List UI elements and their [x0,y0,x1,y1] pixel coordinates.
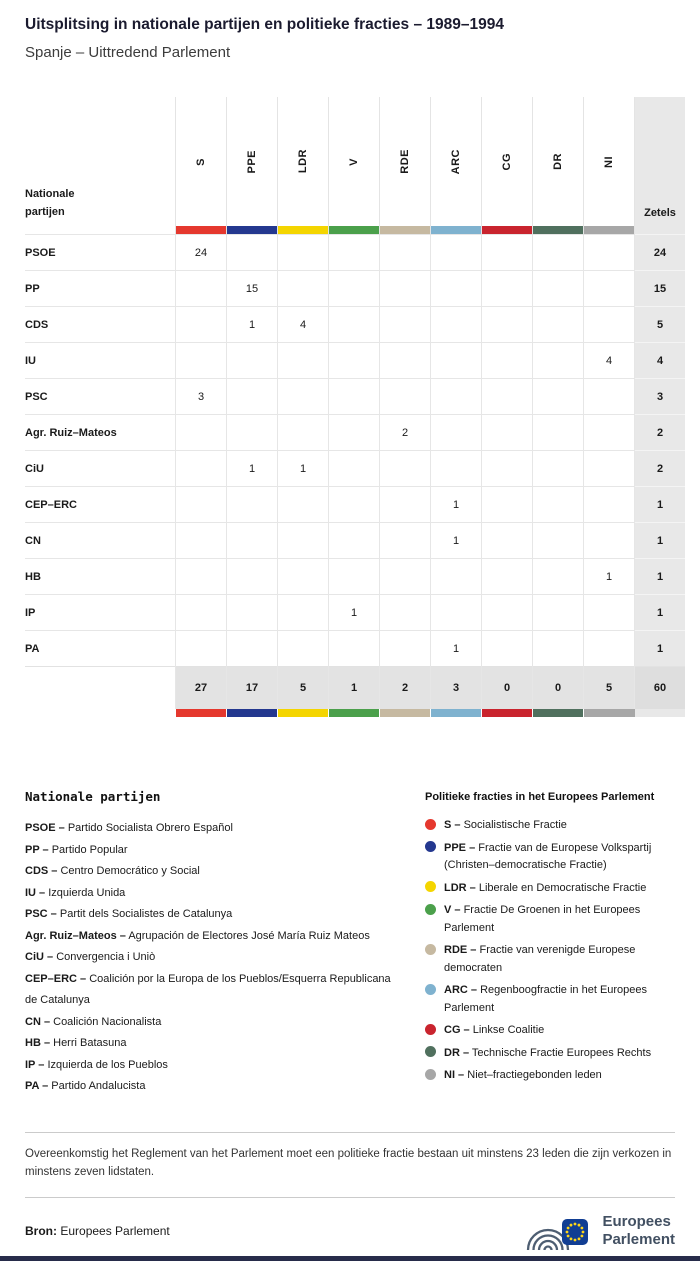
group-legend-name: Fractie van verenigde Europese democraten [444,944,636,974]
bottom-bar-row [25,709,685,717]
seat-cell: 1 [227,451,278,487]
seat-cell [176,271,227,307]
seat-cell: 1 [278,451,329,487]
seat-cell [380,487,431,523]
seat-cell [227,559,278,595]
footer [25,1208,675,1254]
group-color-bar [533,226,583,234]
page-title: Uitsplitsing in nationale partijen en politieke fracties – 1989–1994 [25,16,504,33]
party-legend-item [25,840,395,862]
group-legend-code: V – [444,904,461,916]
seat-cell: 1 [227,307,278,343]
seat-cell [227,235,278,271]
corner-label: Nationale partijen [25,187,75,218]
group-color-bar [380,709,431,717]
group-color-bar [431,226,481,234]
seat-cell: 1 [431,523,482,559]
page-subtitle: Spanje – Uittredend Parlement [25,44,231,61]
group-total-cell: 2 [380,667,431,710]
column-header-DR [533,97,584,235]
table-row [25,451,685,487]
seat-cell [329,451,380,487]
seat-cell [431,343,482,379]
group-code-label: ARC [450,148,462,175]
column-header-ARC [431,97,482,235]
totals-row [25,667,685,710]
column-header-LDR [278,97,329,235]
seat-cell [227,631,278,667]
party-seats-cell: 2 [635,451,686,487]
group-color-dot [425,944,436,955]
seat-cell [278,595,329,631]
party-name: CiU [25,451,176,487]
group-color-bar [278,226,328,234]
source-value: Europees Parlement [60,1224,170,1239]
party-legend-code: CDS – [25,865,58,877]
legend-parties-section [25,789,395,1098]
group-legend-name: Niet–fractiegebonden leden [467,1069,602,1081]
party-legend-item [25,861,395,883]
seat-cell [533,487,584,523]
party-name: PSOE [25,235,176,271]
seat-cell [278,631,329,667]
seat-cell [431,595,482,631]
table-row [25,379,685,415]
seat-cell [533,415,584,451]
group-color-dot [425,881,436,892]
seat-cell [380,451,431,487]
seat-cell [482,379,533,415]
party-legend-name: Coalición por la Europa de los Pueblos/Esquerra Republicana de Catalunya [25,972,391,1006]
source-label: Bron: [25,1224,57,1239]
group-total-cell: 0 [482,667,533,710]
seat-cell [533,379,584,415]
seat-cell [329,235,380,271]
party-seats-cell: 1 [635,631,686,667]
group-legend-code: CG – [444,1024,470,1036]
party-name: CDS [25,307,176,343]
party-seats-cell: 1 [635,595,686,631]
party-legend-item [25,969,395,1012]
seat-cell [329,523,380,559]
seat-cell [278,523,329,559]
seat-cell [533,271,584,307]
column-header-PPE [227,97,278,235]
ep-logo [525,1208,675,1254]
source [25,1224,170,1238]
party-legend-item [25,883,395,905]
table-row [25,595,685,631]
seats-label: Zetels [644,207,676,219]
seat-cell [533,559,584,595]
seat-cell [482,595,533,631]
party-legend-code: HB – [25,1037,51,1049]
group-total-cell: 1 [329,667,380,710]
group-total-cell: 27 [176,667,227,710]
column-header-CG [482,97,533,235]
group-code-label: NI [603,155,615,168]
party-legend-name: Centro Democrático y Social [60,865,200,877]
seat-cell [329,559,380,595]
seat-cell [431,235,482,271]
group-total-cell: 5 [584,667,635,710]
party-legend-code: CiU – [25,951,54,963]
group-legend-name: Liberale en Democratische Fractie [478,881,647,894]
seat-cell [380,559,431,595]
footnote: Overeenkomstig het Reglement van het Parlement moet een politieke fractie bestaan uit minstens 23 leden die zijn verkozen in minstens zeven lidstaten. [25,1147,672,1179]
seat-cell [329,379,380,415]
group-legend-name: Technische Fractie Europees Rechts [471,1046,652,1059]
group-legend-code: RDE – [444,944,477,956]
column-header-V [329,97,380,235]
seat-cell [584,487,635,523]
party-legend-item [25,1012,395,1034]
totals-empty-cell [25,667,176,710]
seat-cell [227,343,278,379]
group-code-label: LDR [297,149,309,174]
group-color-dot [425,1046,436,1057]
seat-cell [278,379,329,415]
group-legend-code: PPE – [444,841,476,854]
empty-cell [635,709,686,717]
seat-cell [329,307,380,343]
seat-cell [533,523,584,559]
seat-cell [380,343,431,379]
seat-cell [227,523,278,559]
party-name: HB [25,559,176,595]
group-color-bar [482,709,533,717]
seat-cell [176,631,227,667]
seats-table [25,97,685,717]
party-legend-item [25,1033,395,1055]
seat-cell [431,379,482,415]
seat-cell [329,415,380,451]
seat-cell [533,631,584,667]
group-legend-name: Fractie De Groenen in het Europees Parlement [444,904,641,934]
corner-header [25,97,176,235]
seat-cell [278,559,329,595]
seat-cell [380,631,431,667]
seat-cell: 3 [176,379,227,415]
seat-cell [482,523,533,559]
group-color-bar [431,709,482,717]
party-legend-code: Agr. Ruiz–Mateos – [25,929,126,942]
seat-cell [533,451,584,487]
legend-section [25,789,675,1098]
group-legend-item [425,817,675,835]
seat-cell [584,415,635,451]
seat-cell [176,487,227,523]
seat-cell [329,487,380,523]
seat-cell [431,415,482,451]
party-seats-cell: 1 [635,523,686,559]
seat-cell [176,415,227,451]
divider [25,1132,675,1133]
table-row [25,343,685,379]
party-legend-name: Agrupación de Electores José María Ruiz Mateos [128,929,370,942]
seat-cell [482,235,533,271]
group-legend-name: Socialistische Fractie [463,819,567,831]
group-code-label: CG [501,152,513,171]
party-legend-item [25,947,395,969]
ep-logo-line1: Europees [602,1212,671,1230]
group-color-bar [176,226,226,234]
seat-cell: 15 [227,271,278,307]
party-legend-name: Partido Andalucista [51,1080,146,1092]
party-legend-name: Partido Socialista Obrero Español [67,822,233,834]
group-color-bar [533,709,584,717]
group-legend-code: NI – [444,1069,465,1081]
seat-cell [584,523,635,559]
seat-cell: 24 [176,235,227,271]
group-color-bar [584,226,634,234]
party-legend-code: IU – [25,886,46,899]
party-seats-cell: 3 [635,379,686,415]
empty-cell [25,709,176,717]
seat-cell [380,271,431,307]
group-color-bar [482,226,532,234]
group-total-cell: 0 [533,667,584,710]
seat-cell [431,271,482,307]
table-row [25,271,685,307]
party-legend-code: PSC – [25,908,57,920]
table-row [25,559,685,595]
seat-cell [482,271,533,307]
seat-cell [482,487,533,523]
party-name: IP [25,595,176,631]
seat-cell [482,343,533,379]
group-legend-item [425,982,675,1017]
seats-column-header [635,97,686,235]
seat-cell [482,415,533,451]
party-name: CEP–ERC [25,487,176,523]
group-color-bar [584,709,635,717]
group-legend-code: DR – [444,1046,470,1059]
seat-cell [533,343,584,379]
groups-legend-list [425,817,675,1085]
party-legend-item [25,1055,395,1077]
seat-cell [380,235,431,271]
seat-cell [584,235,635,271]
party-name: CN [25,523,176,559]
column-header-NI [584,97,635,235]
group-color-dot [425,1024,436,1035]
party-legend-code: PSOE – [25,822,65,834]
group-color-bar [227,709,278,717]
party-legend-code: PP – [25,843,49,856]
party-seats-cell: 5 [635,307,686,343]
seat-cell [176,595,227,631]
seat-cell [380,595,431,631]
legend-groups-title: Politieke fracties in het Europees Parlement [425,791,655,803]
party-legend-code: CEP–ERC – [25,972,87,985]
seat-cell [176,307,227,343]
seat-cell [584,379,635,415]
group-color-dot [425,819,436,830]
group-legend-item [425,840,675,875]
table-row [25,631,685,667]
party-legend-name: Izquierda de los Pueblos [47,1058,168,1071]
seat-cell [227,379,278,415]
party-legend-name: Izquierda Unida [48,886,126,899]
group-color-bar [227,226,277,234]
seat-cell [176,451,227,487]
group-code-label: S [195,157,207,166]
seat-cell [329,271,380,307]
seat-cell [380,307,431,343]
group-legend-item [425,902,675,937]
group-total-cell: 5 [278,667,329,710]
party-seats-cell: 15 [635,271,686,307]
seat-cell [584,271,635,307]
seat-cell [278,343,329,379]
seat-cell [278,271,329,307]
group-color-bar [329,226,379,234]
seat-cell [584,595,635,631]
party-seats-cell: 24 [635,235,686,271]
total-seats-cell: 60 [635,667,686,710]
seat-cell [176,523,227,559]
group-code-label: DR [552,153,564,170]
seat-cell [380,379,431,415]
seat-cell [533,595,584,631]
seat-cell [584,631,635,667]
seat-cell [329,343,380,379]
seat-cell [278,487,329,523]
seat-cell [584,451,635,487]
group-legend-code: S – [444,819,461,831]
seat-cell [533,235,584,271]
ep-logo-wordmark [602,1213,675,1251]
seat-cell [227,595,278,631]
seat-cell: 1 [329,595,380,631]
party-seats-cell: 4 [635,343,686,379]
seat-cell [227,415,278,451]
party-legend-name: Herri Batasuna [53,1037,127,1049]
group-color-bar [176,709,227,717]
table-row [25,523,685,559]
group-color-dot [425,904,436,915]
party-legend-item [25,818,395,840]
group-color-bar [380,226,430,234]
group-code-label: PPE [246,149,258,174]
party-legend-code: IP – [25,1058,45,1071]
group-legend-code: LDR – [444,881,476,894]
party-legend-name: Convergencia i Uniò [56,951,156,963]
table-row [25,235,685,271]
seat-cell: 4 [278,307,329,343]
party-legend-code: PA – [25,1080,49,1092]
party-legend-name: Partido Popular [51,843,128,856]
table-row [25,415,685,451]
seat-cell: 2 [380,415,431,451]
group-color-bar [329,709,380,717]
party-seats-cell: 2 [635,415,686,451]
seat-cell [278,415,329,451]
table-row [25,487,685,523]
ep-logo-line2: Parlement [602,1231,675,1249]
party-seats-cell: 1 [635,559,686,595]
group-legend-name: Fractie van de Europese Volkspartij (Christen–democratische Fractie) [444,841,652,871]
party-legend-item [25,1076,395,1098]
seat-cell: 1 [584,559,635,595]
seat-cell [431,307,482,343]
seat-cell [533,307,584,343]
party-name: PSC [25,379,176,415]
group-color-dot [425,1069,436,1080]
group-legend-item [425,942,675,977]
party-name: PP [25,271,176,307]
group-legend-item [425,1022,675,1040]
seat-cell [482,307,533,343]
party-name: IU [25,343,176,379]
seat-cell [431,559,482,595]
column-header-RDE [380,97,431,235]
table-row [25,307,685,343]
party-legend-name: Partit dels Socialistes de Catalunya [59,908,233,920]
seat-cell [482,559,533,595]
group-total-cell: 3 [431,667,482,710]
legend-parties-title: Nationale partijen [25,789,161,804]
party-legend-item [25,904,395,926]
table-header-row [25,97,685,235]
group-legend-item [425,1067,675,1085]
group-legend-name: Linkse Coalitie [472,1024,545,1036]
seat-cell [227,487,278,523]
group-code-label: V [348,157,360,166]
group-code-label: RDE [399,149,411,174]
group-legend-item [425,1045,675,1063]
group-legend-code: ARC – [444,984,478,996]
seat-cell: 1 [431,487,482,523]
party-name: PA [25,631,176,667]
group-legend-item [425,880,675,898]
ep-hemicycle-icon [525,1208,593,1254]
group-legend-name: Regenboogfractie in het Europees Parlement [444,984,648,1014]
party-seats-cell: 1 [635,487,686,523]
group-total-cell: 17 [227,667,278,710]
bottom-strip [0,1256,700,1261]
group-color-bar [278,709,329,717]
seat-cell [584,307,635,343]
parties-legend-list [25,818,395,1098]
seat-cell: 1 [431,631,482,667]
party-name: Agr. Ruiz–Mateos [25,415,176,451]
seat-cell [329,631,380,667]
seat-cell [176,343,227,379]
seat-cell [176,559,227,595]
seat-cell [380,523,431,559]
seat-cell: 4 [584,343,635,379]
party-legend-code: CN – [25,1015,51,1028]
divider [25,1197,675,1198]
party-legend-item [25,926,395,948]
seat-cell [278,235,329,271]
party-legend-name: Coalición Nacionalista [53,1015,162,1028]
seat-cell [482,631,533,667]
seat-cell [431,451,482,487]
column-header-S [176,97,227,235]
legend-groups-section [425,789,675,1098]
group-color-dot [425,984,436,995]
group-color-dot [425,841,436,852]
seat-cell [482,451,533,487]
